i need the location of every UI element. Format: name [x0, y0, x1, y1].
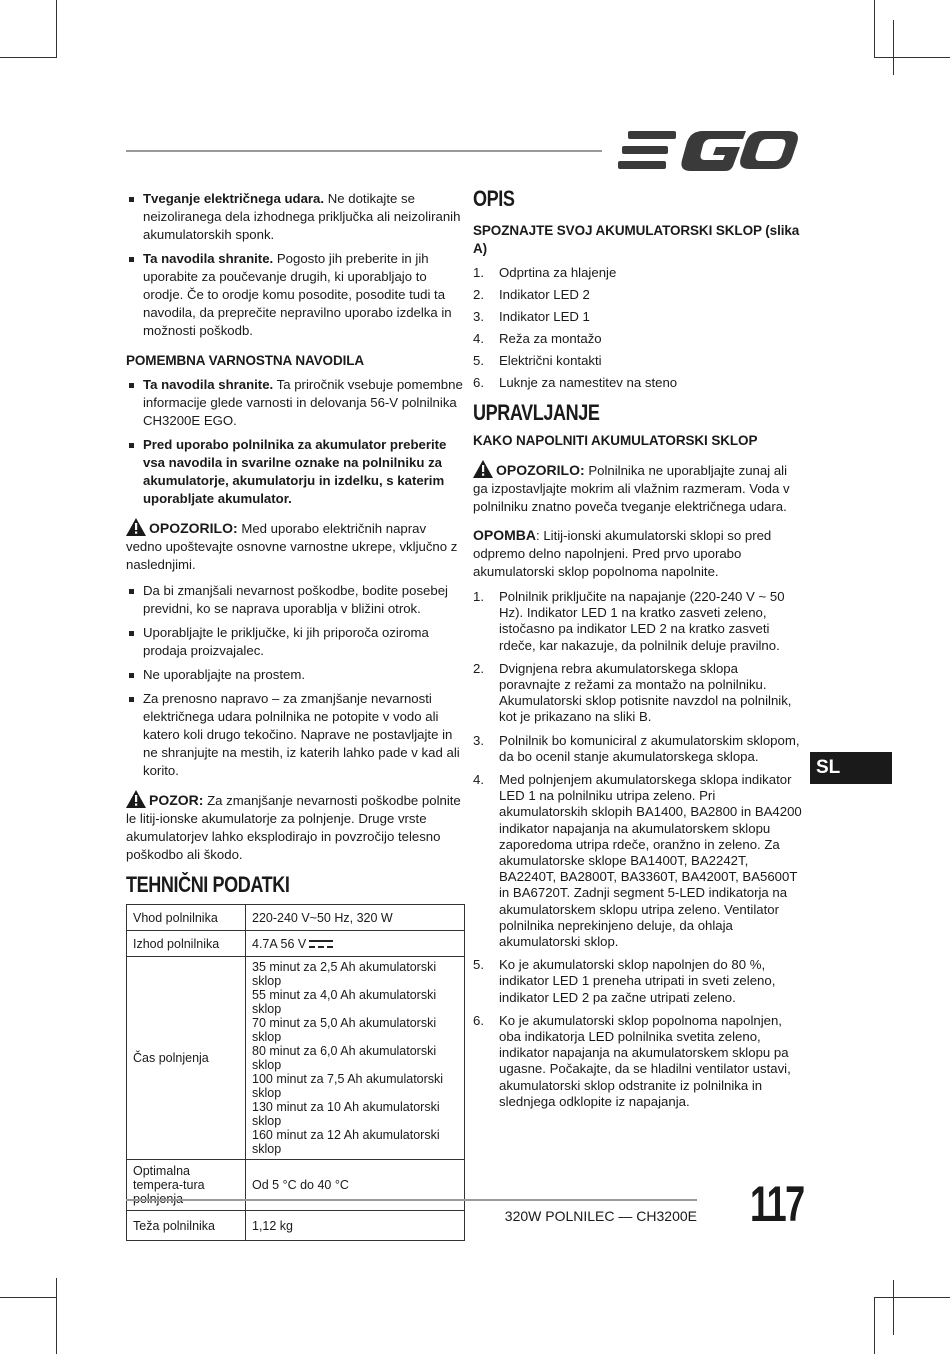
spec-label: Izhod polnilnika	[127, 931, 246, 957]
list-item: Ta navodila shranite. Pogosto jih preberite in jih uporabite za poučevanje drugih, ki uporabljajo to orodje. Če to orodje komu posodite, posodite tudi ta navodila, da preprečite nepravilno uporabo izdelka in možnosti poškodb.	[126, 250, 464, 340]
spec-label: Optimalna tempera-tura	[127, 1160, 246, 1211]
list-item: 1. Odprtina za hlajenje	[473, 265, 617, 280]
spec-value	[246, 957, 465, 1160]
crop-mark	[56, 0, 57, 58]
dc-symbol-icon	[309, 940, 333, 949]
table-row	[127, 931, 465, 957]
list-item: Da bi zmanjšali nevarnost poškodbe, bodite posebej previdni, ko se naprava uporablja v bližini otrok.	[126, 582, 464, 618]
upravljanje-title: UPRAVLJANJE	[473, 400, 600, 425]
charge-time: 70 minut za 5,0 Ah akumulatorski sklop	[252, 1016, 437, 1044]
note-notice: OPOMBA: Litij-ionski akumulatorski sklopi so pred odpremo delno napolnjeni. Pred prvo uporabo akumulatorski sklop popolnoma napolnite.	[473, 527, 772, 579]
table-row	[127, 1160, 465, 1211]
caution-notice: POZOR: Za zmanjšanje nevarnosti poškodbe polnite le litij-ionske akumulatorje za polnjenje. Druge vrste akumulatorjev lahko eksplodirajo in povzročijo telesno poškodbo ali škodo.	[126, 792, 461, 862]
right-column	[473, 186, 803, 1117]
tech-data-title: TEHNIČNI PODATKI	[126, 872, 290, 897]
warning-icon	[126, 518, 146, 536]
spec-label: Vhod polnilnika	[127, 905, 246, 931]
list-item: Uporabljajte le priključke, ki jih priporoča oziroma prodaja proizvajalec.	[126, 624, 464, 660]
language-tab: SL	[810, 752, 892, 784]
safety-heading: POMEMBNA VARNOSTNA NAVODILA	[126, 353, 365, 368]
ego-logo	[616, 128, 800, 172]
charge-heading: KAKO NAPOLNITI AKUMULATORSKI SKLOP	[473, 433, 758, 448]
spec-table	[126, 904, 465, 1241]
spec-value: Od 5 °C do 40 °C	[246, 1160, 465, 1211]
table-row	[127, 957, 465, 1160]
charge-time: 160 minut za 12 Ah akumulatorski sklop	[252, 1128, 440, 1156]
crop-mark	[874, 0, 875, 58]
list-item: 5. Ko je akumulatorski sklop napolnjen do 80 %, indikator LED 1 preneha utripati in sveti zeleno, indikator LED 2 pa začne utripati zeleno.	[473, 957, 776, 1005]
warning-notice: OPOZORILO: Med uporabo električnih naprav vedno upoštevajte osnovne varnostne ukrepe, vključno z naslednjimi.	[126, 520, 458, 572]
list-item: 2. Dvignjena rebra akumulatorskega sklopa poravnajte z režami za montažo na polnilniku. Akumulatorski sklop potisnite navzdol na polnilnik, kot je prikazano na sliki B.	[473, 660, 792, 725]
charge-time: 80 minut za 6,0 Ah akumulatorski sklop	[252, 1044, 437, 1072]
list-item: 4. Reža za montažo	[473, 331, 602, 346]
crop-mark	[56, 1278, 57, 1354]
list-item: 2. Indikator LED 2	[473, 287, 590, 302]
charge-time: 55 minut za 4,0 Ah akumulatorski sklop	[252, 988, 437, 1016]
charge-time: 35 minut za 2,5 Ah akumulatorski sklop	[252, 960, 437, 988]
list-item: 6. Luknje za namestitev na steno	[473, 375, 678, 390]
page-number: 117	[750, 1176, 804, 1232]
charge-time: 130 minut za 10 Ah akumulatorski sklop	[252, 1100, 440, 1128]
spec-label: Teža polnilnika	[127, 1211, 246, 1241]
list-item: 6. Ko je akumulatorski sklop popolnoma napolnjen, oba indikatorja LED polnilnika svetita zeleno, indikator napajanja na akumulatorskem sklopu pa ugasne. Počakajte, da se hladilni ventilator ustavi, akumulatorski sklop odstranite iz polnilnika in slednjega odklopite iz napajanja.	[473, 1012, 791, 1109]
crop-mark	[874, 1297, 875, 1354]
crop-mark	[874, 57, 950, 58]
crop-mark	[893, 1280, 894, 1335]
know-heading: SPOZNAJTE SVOJ AKUMULATORSKI SKLOP (slika A)	[473, 223, 800, 256]
spec-value: 1,12 kg	[246, 1211, 465, 1241]
crop-mark	[0, 57, 57, 58]
list-item: Za prenosno napravo – za zmanjšanje nevarnosti električnega udara polnilnika ne potopite v vodo ali katero koli drugo tekočino. Naprave ne postavljajte in ne shranjujte na mestih, iz katerih lahko pade v kad ali korito.	[126, 690, 464, 780]
warning-notice: OPOZORILO: Polnilnika ne uporabljajte zunaj ali ga izpostavljajte mokrim ali vlažnim razmeram. Voda v polnilniku znatno poveča tveganje električnega udara.	[473, 462, 790, 514]
list-item: 3. Indikator LED 1	[473, 309, 590, 324]
charge-time: 100 minut za 7,5 Ah akumulatorski sklop	[252, 1072, 444, 1100]
header-rule	[126, 150, 602, 152]
list-item: 3. Polnilnik bo komuniciral z akumulatorskim sklopom, da bo ocenil stanje akumulatorskega sklopa.	[473, 732, 800, 764]
opis-title: OPIS	[473, 186, 515, 211]
spec-label: Čas polnjenja	[127, 957, 246, 1160]
list-item: Pred uporabo polnilnika za akumulator preberite vsa navodila in svarilne oznake na polnilniku za akumulatorje, akumulatorju in izdelku, s katerim uporabljate akumulator.	[126, 436, 464, 508]
list-item: Ne uporabljajte na prostem.	[126, 666, 464, 684]
footer-rule	[126, 1199, 697, 1201]
list-item: Tveganje električnega udara. Ne dotikajte se neizoliranega dela izhodnega priključka ali neizoliranih akumulatorskih sponk.	[126, 190, 464, 244]
crop-mark	[893, 20, 894, 75]
table-row	[127, 905, 465, 931]
list-item: 4. Med polnjenjem akumulatorskega sklopa indikator LED 1 na polnilniku utripa zeleno. Pri akumulatorskih sklopih BA1400, BA2800 in BA4200 indikator napajanja na akumulatorskem sklopu zaporedoma utripa rdeče, oranžno in zeleno. Za akumulatorske sklope BA1400T, BA2242T, BA2240T, BA2800T, BA3360T, BA4200T, BA5600T in BA6720T. Zadnji segment 5-LED indikatorja na akumulatorskem sklopu utripa zeleno. Ventilator polnilnika neprekinjeno deluje, da ohlaja akumulatorski sklop.	[473, 772, 802, 950]
crop-mark	[0, 1297, 57, 1298]
list-item: 1. Polnilnik priključite na napajanje (220-240 V ~ 50 Hz). Indikator LED 1 na kratko zasveti zeleno, istočasno pa indikator LED 2 na kratko zasveti rdeče, kar nakazuje, da polnilnik deluje pravilno.	[473, 589, 785, 653]
footer-title: 320W POLNILEC — CH3200E	[504, 1208, 697, 1224]
list-item: Ta navodila shranite. Ta priročnik vsebuje pomembne informacije glede varnosti in delovanja 56-V polnilnika CH3200E EGO.	[126, 376, 464, 430]
spec-value: 4.7A 56 V	[246, 931, 465, 957]
warning-icon	[473, 460, 493, 478]
crop-mark	[874, 1297, 950, 1298]
left-column	[126, 190, 464, 1241]
spec-value: 220-240 V~50 Hz, 320 W	[246, 905, 465, 931]
table-row	[127, 1211, 465, 1241]
warning-icon	[126, 790, 146, 808]
list-item: 5. Električni kontakti	[473, 353, 602, 368]
